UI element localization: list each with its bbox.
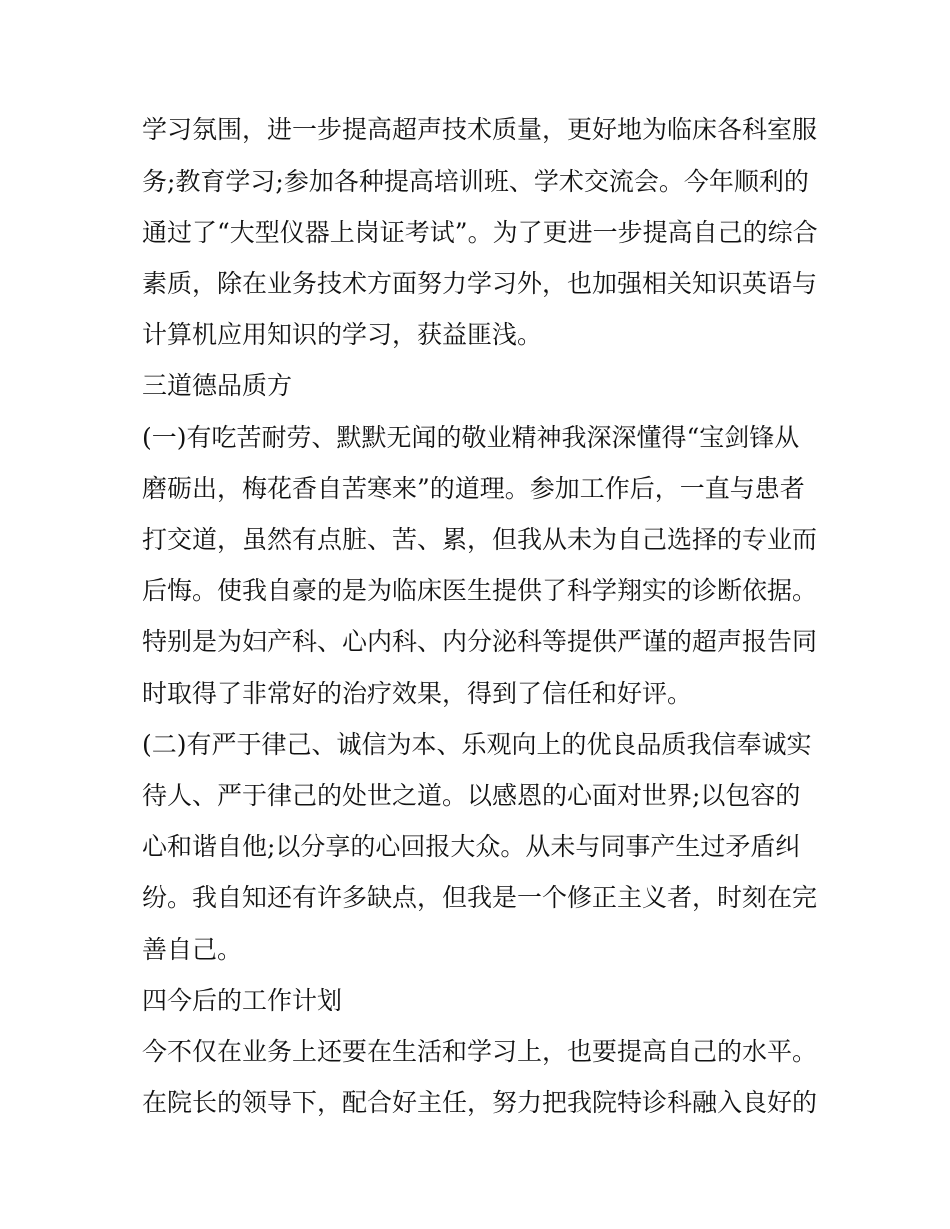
section-heading-four: 四今后的工作计划 — [142, 986, 343, 1015]
text-line-10: 后悔。使我自豪的是为临床医生提供了科学翔实的诊断依据。 — [142, 576, 818, 605]
text-line-12: 时取得了非常好的治疗效果，得到了信任和好评。 — [142, 679, 693, 708]
text-line-15: 心和谐自他;以分享的心回报大众。从未与同事产生过矛盾纠 — [142, 832, 801, 861]
text-line-11: 特别是为妇产科、心内科、内分泌科等提供严谨的超声报告同 — [142, 627, 818, 656]
text-line-8: 磨砺出，梅花香自苦寒来”的道理。参加工作后，一直与患者 — [142, 474, 805, 503]
text-line-16: 纷。我自知还有许多缺点，但我是一个修正主义者，时刻在完 — [142, 883, 818, 912]
text-line-20: 在院长的领导下，配合好主任，努力把我院特诊科融入良好的 — [142, 1088, 818, 1117]
text-line-1: 学习氛围，进一步提高超声技术质量，更好地为临床各科室服 — [142, 115, 818, 144]
text-line-7: (一)有吃苦耐劳、默默无闻的敬业精神我深深懂得“宝剑锋从 — [142, 423, 800, 452]
text-line-19: 今不仅在业务上还要在生活和学习上，也要提高自己的水平。 — [142, 1037, 818, 1066]
text-line-14: 待人、严于律己的处世之道。以感恩的心面对世界;以包容的 — [142, 781, 801, 810]
text-line-3: 通过了“大型仪器上岗证考试”。为了更进一步提高自己的综合 — [142, 218, 818, 247]
text-line-17: 善自己。 — [142, 935, 243, 964]
section-heading-three: 三道德品质方 — [142, 371, 293, 400]
text-line-13: (二)有严于律己、诚信为本、乐观向上的优良品质我信奉诚实 — [142, 730, 812, 759]
text-line-5: 计算机应用知识的学习，获益匪浅。 — [142, 320, 543, 349]
text-line-9: 打交道，虽然有点脏、苦、累，但我从未为自己选择的专业而 — [142, 525, 818, 554]
text-line-4: 素质，除在业务技术方面努力学习外，也加强相关知识英语与 — [142, 269, 818, 298]
text-line-2: 务;教育学习;参加各种提高培训班、学术交流会。今年顺利的 — [142, 167, 809, 196]
